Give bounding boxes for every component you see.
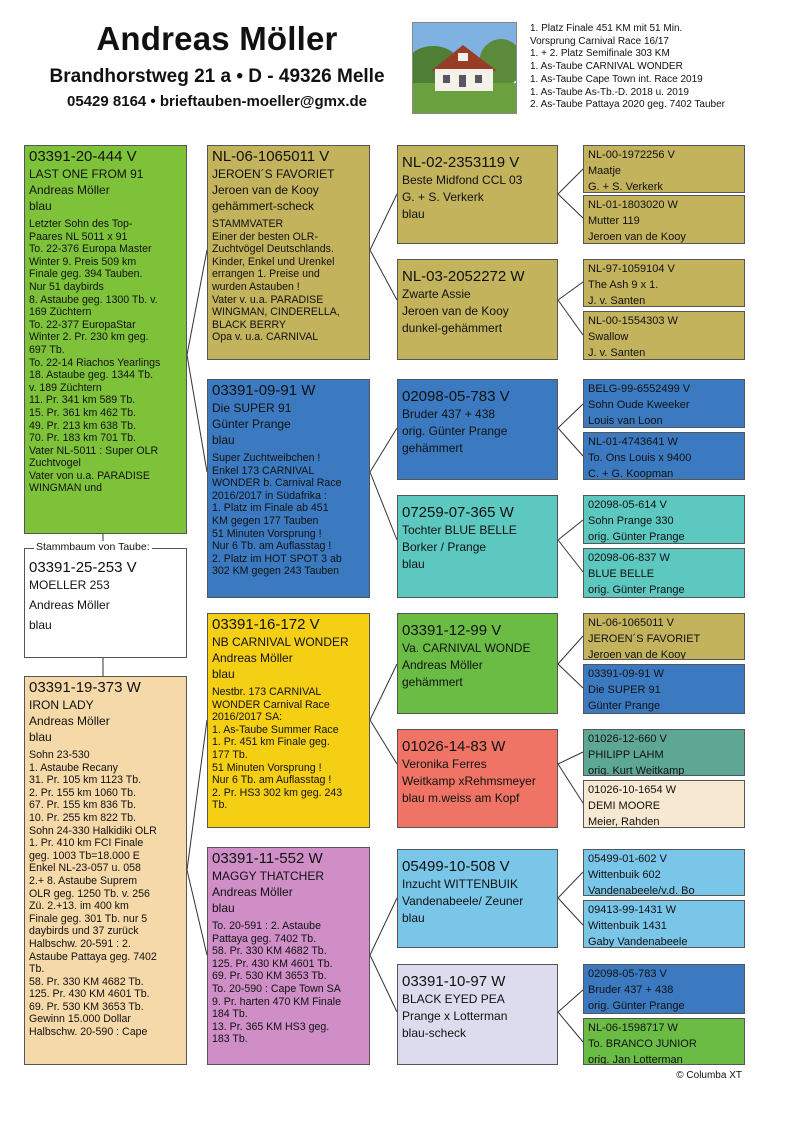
- ancestor-card[interactable]: [583, 964, 745, 1014]
- ring-number: NL-06-1598717 W: [588, 1022, 678, 1034]
- great-grandparent-card[interactable]: [397, 145, 558, 244]
- pigeon-name: Wittenbuik 602: [588, 869, 661, 881]
- breeder: Jeroen van de Kooy: [588, 649, 686, 660]
- pigeon-name: Bruder 437 + 438: [588, 984, 674, 996]
- pigeon-name: Sohn Oude Kweeker: [588, 399, 690, 411]
- ring-number: BELG-99-6552499 V: [588, 383, 691, 395]
- breeder-name: Andreas Möller: [96, 20, 338, 57]
- color: blau: [29, 199, 52, 213]
- pigeon-name: LAST ONE FROM 91: [29, 167, 144, 181]
- color: gehämmert: [402, 675, 463, 689]
- pigeon-name: IRON LADY: [29, 698, 94, 712]
- ring-number: 03391-10-97 W: [402, 973, 506, 990]
- pigeon-name: MAGGY THATCHER: [212, 869, 325, 883]
- ring-number: NL-97-1059104 V: [588, 263, 675, 275]
- breeder: Gaby Vandenabeele: [588, 936, 688, 948]
- achievement-line: 1. + 2. Platz Semifinale 303 KM: [530, 48, 670, 60]
- great-grandparent-card[interactable]: [397, 259, 558, 360]
- breeder-address: Brandhorstweg 21 a • D - 49326 Melle: [49, 66, 385, 87]
- ring-number: NL-03-2052272 W: [402, 268, 525, 285]
- grandparent-card[interactable]: [207, 379, 370, 598]
- great-grandparent-card[interactable]: [397, 849, 558, 948]
- breeder: Andreas Möller: [29, 598, 110, 612]
- pigeon-name: JEROEN´S FAVORIET: [588, 633, 701, 645]
- ring-number: 02098-05-783 V: [402, 388, 510, 405]
- ring-number: 03391-19-373 W: [29, 679, 141, 696]
- color: blau: [29, 618, 52, 632]
- pigeon-name: To. Ons Louis x 9400: [588, 452, 692, 464]
- pigeon-name: Die SUPER 91: [588, 684, 661, 696]
- ring-number: NL-01-1803020 W: [588, 199, 678, 211]
- pigeon-name: MOELLER 253: [29, 578, 110, 592]
- color: blau m.weiss am Kopf: [402, 791, 520, 805]
- grandparent-card[interactable]: [207, 613, 370, 828]
- breeder: orig. Günter Prange: [588, 584, 685, 596]
- great-grandparent-card[interactable]: [397, 379, 558, 480]
- grandparent-card[interactable]: [207, 847, 370, 1065]
- breeder: Prange x Lotterman: [402, 1009, 508, 1023]
- pigeon-name: BLUE BELLE: [588, 568, 655, 580]
- ancestor-card[interactable]: [583, 432, 745, 480]
- breeder: Andreas Möller: [29, 714, 110, 728]
- ring-number: NL-02-2353119 V: [402, 154, 520, 171]
- color: blau: [212, 667, 235, 681]
- ring-number: 02098-06-837 W: [588, 552, 670, 564]
- breeder: C. + G. Koopman: [588, 468, 674, 480]
- breeder: Vandenabeele/ Zeuner: [402, 894, 524, 908]
- ancestor-card[interactable]: [583, 900, 745, 948]
- pigeon-name: Die SUPER 91: [212, 401, 292, 415]
- color: blau: [29, 730, 52, 744]
- ring-number: 03391-12-99 V: [402, 622, 502, 639]
- ancestor-card[interactable]: [583, 379, 745, 428]
- ring-number: 09413-99-1431 W: [588, 904, 677, 916]
- color: dunkel-gehämmert: [402, 321, 503, 335]
- ring-number: 03391-25-253 V: [29, 559, 137, 576]
- breeder: J. v. Santen: [588, 295, 646, 307]
- breeder: orig. Günter Prange: [588, 1000, 685, 1012]
- ring-number: 03391-09-91 W: [212, 382, 316, 399]
- breeder-contact: 05429 8164 • brieftauben-moeller@gmx.de: [67, 93, 367, 110]
- breeder: Andreas Möller: [402, 658, 483, 672]
- achievement-line: 1. As-Taube Cape Town int. Race 2019: [530, 73, 703, 85]
- breeder: orig. Günter Prange: [588, 531, 685, 543]
- color: blau: [402, 557, 425, 571]
- performance-notes: Sohn 23-530 1. Astaube Recany 31. Pr. 105 km 1123 Tb. 2. Pr. 155 km 1060 Tb. 67. Pr. 155 km 836 Tb. 10. Pr. 255 km 822 Tb. Sohn 24-330 Halkidiki OLR 1. Pr. 410 km FCI Finale geg. 1003 Tb=18.000 E Enkel NL-23-057 u. 058 2.+ 8. Astaube Suprem OLR geg. 1250 Tb. v. 256 Zü. 2.+13. im 400 km Finale geg. 301 Tb. nur 5 daybirds und 37 zurück Halbschw. 20-591 : 2. Astaube Pattaya geg. 7402 Tb. 58. Pr. 330 KM 4682 Tb. 125. Pr. 430 KM 4601 Tb. 69. Pr. 530 KM 3653 Tb. Gewinn 15.000 Dollar Halbschw. 20-590 : Cape: [29, 749, 157, 1039]
- pigeon-name: Maatje: [588, 165, 622, 177]
- pigeon-name: Wittenbuik 1431: [588, 920, 667, 932]
- ring-number: NL-00-1972256 V: [588, 149, 675, 161]
- ring-number: 01026-10-1654 W: [588, 784, 677, 796]
- breeder: Vandenabeele/v.d. Bo: [588, 885, 695, 896]
- pigeon-name: NB CARNIVAL WONDER: [212, 635, 349, 649]
- sire-card[interactable]: [24, 145, 187, 534]
- pigeon-name: Mutter 119: [588, 215, 640, 227]
- ancestor-card[interactable]: [583, 1018, 745, 1065]
- pigeon-name: Beste Midfond CCL 03: [402, 173, 523, 187]
- breeder: Jeroen van de Kooy: [402, 304, 509, 318]
- performance-notes: STAMMVATER Einer der besten OLR- Zuchtvögel Deutschlands. Kinder, Enkel und Urenkel errangen 1. Preise und wurden Astauben ! Vater v. u.a. PARADISE WINGMAN, CINDERELLA, BLACK BERRY Opa v. u.a. CARNIVAL: [212, 218, 340, 344]
- breeder: orig. Günter Prange: [402, 424, 508, 438]
- breeder: Günter Prange: [588, 700, 661, 712]
- pigeon-name: Tochter BLUE BELLE: [402, 523, 517, 537]
- breeder: Andreas Möller: [212, 651, 293, 665]
- ancestor-card[interactable]: [583, 195, 745, 244]
- ancestor-card[interactable]: [583, 548, 745, 598]
- ring-number: 03391-09-91 W: [588, 668, 664, 680]
- color: gehämmert-scheck: [212, 199, 315, 213]
- ring-number: NL-06-1065011 V: [588, 617, 675, 629]
- breeder: Jeroen van de Kooy: [212, 183, 319, 197]
- breeder: J. v. Santen: [588, 347, 646, 359]
- performance-notes: Super Zuchtweibchen ! Enkel 173 CARNIVAL WONDER b. Carnival Race 2016/2017 in Südafrika : 1. Platz im Finale ab 451 KM gegen 177 Tauben 51 Minuten Vorsprung ! Nur 6 Tb. am Auflasstag ! 2. Platz im HOT SPOT 3 ab 302 KM gegen 243 Tauben: [212, 452, 342, 578]
- breeder: Jeroen van de Kooy: [588, 231, 686, 243]
- breeder: Borker / Prange: [402, 540, 487, 554]
- copyright-notice: © Columba XT: [676, 1070, 742, 1081]
- great-grandparent-card[interactable]: [397, 495, 558, 598]
- breeder: Louis van Loon: [588, 415, 663, 427]
- pigeon-name: Veronika Ferres: [402, 757, 487, 771]
- ring-number: NL-01-4743641 W: [588, 436, 678, 448]
- color: gehämmert: [402, 441, 463, 455]
- ring-number: 03391-16-172 V: [212, 616, 320, 633]
- achievement-line: 1. As-Taube CARNIVAL WONDER: [530, 61, 683, 73]
- breeder: Andreas Möller: [29, 183, 110, 197]
- breeder: orig. Kurt Weitkamp: [588, 765, 685, 776]
- great-grandparent-card[interactable]: [397, 964, 558, 1065]
- pigeon-name: BLACK EYED PEA: [402, 992, 505, 1006]
- ancestor-card[interactable]: [583, 664, 745, 714]
- achievement-line: 2. As-Taube Pattaya 2020 geg. 7402 Tauber: [530, 99, 725, 111]
- breeder: Andreas Möller: [212, 885, 293, 899]
- performance-notes: Letzter Sohn des Top- Paares NL 5011 x 91 To. 22-376 Europa Master Winter 9. Preis 509 km Finale geg. 394 Tauben. Nur 51 daybirds 8. Astaube geg. 1300 Tb. v. 169 Züchtern To. 22-377 EuropaStar Winter 2. Pr. 230 km geg. 697 Tb. To. 22-14 Riachos Yearlings 18. Astaube geg. 1344 Tb. v. 189 Züchtern 11. Pr. 341 km 589 Tb. 15. Pr. 361 km 462 Tb. 49. Pr. 213 km 638 Tb. 70. Pr. 183 km 701 Tb. Vater NL-5011 : Super OLR Zuchtvogel Vater von u.a. PARADISE WINGMAN und: [29, 218, 161, 495]
- ring-number: 07259-07-365 W: [402, 504, 514, 521]
- ancestor-card[interactable]: [583, 495, 745, 544]
- ring-number: 01026-12-660 V: [588, 733, 667, 745]
- pigeon-name: Va. CARNIVAL WONDE: [402, 641, 531, 655]
- pigeon-name: DEMI MOORE: [588, 800, 661, 812]
- performance-notes: To. 20-591 : 2. Astaube Pattaya geg. 7402 Tb. 58. Pr. 330 KM 4682 Tb. 125. Pr. 430 KM 4601 Tb. 69. Pr. 530 KM 3653 Tb. To. 20-590 : Cape Town SA 9. Pr. harten 470 KM Finale 184 Tb. 13. Pr. 365 KM HS3 geg. 183 Tb.: [212, 920, 341, 1046]
- color: blau: [402, 207, 425, 221]
- ancestor-card[interactable]: [583, 613, 745, 660]
- breeder: orig. Jan Lotterman: [588, 1054, 683, 1065]
- breeder: G. + S. Verkerk: [402, 190, 484, 204]
- pigeon-name: Zwarte Assie: [402, 287, 471, 301]
- grandparent-card[interactable]: [207, 145, 370, 360]
- ring-number: 02098-05-614 V: [588, 499, 667, 511]
- pigeon-name: PHILIPP LAHM: [588, 749, 664, 761]
- pigeon-name: Bruder 437 + 438: [402, 407, 496, 421]
- pigeon-name: The Ash 9 x 1.: [588, 279, 659, 291]
- ring-number: 03391-20-444 V: [29, 148, 137, 165]
- breeder: Meier, Rahden: [588, 816, 660, 828]
- pigeon-name: Inzucht WITTENBUIK: [402, 877, 519, 891]
- breeder: Günter Prange: [212, 417, 291, 431]
- ring-number: 03391-11-552 W: [212, 850, 323, 867]
- pigeon-name: Swallow: [588, 331, 629, 343]
- ring-number: NL-06-1065011 V: [212, 148, 330, 165]
- ancestor-card[interactable]: [583, 729, 745, 776]
- great-grandparent-card[interactable]: [397, 729, 558, 828]
- ancestor-card[interactable]: [583, 311, 745, 360]
- ancestor-card[interactable]: [583, 145, 745, 193]
- pigeon-name: Sohn Prange 330: [588, 515, 674, 527]
- ring-number: 05499-10-508 V: [402, 858, 510, 875]
- achievement-line: Vorsprung Carnival Race 16/17: [530, 35, 669, 47]
- breeder: Weitkamp xRehmsmeyer: [402, 774, 536, 788]
- pigeon-name: To. BRANCO JUNIOR: [588, 1038, 697, 1050]
- ring-number: 05499-01-602 V: [588, 853, 667, 865]
- ancestor-card[interactable]: [583, 780, 745, 828]
- pigeon-name: JEROEN´S FAVORIET: [212, 167, 335, 181]
- ring-number: 01026-14-83 W: [402, 738, 506, 755]
- breeder: G. + S. Verkerk: [588, 181, 663, 193]
- subject-card[interactable]: [24, 548, 187, 658]
- ancestor-card[interactable]: [583, 259, 745, 307]
- performance-notes: Nestbr. 173 CARNIVAL WONDER Carnival Race 2016/2017 SA: 1. As-Taube Summer Race 1. Pr. 451 km Finale geg. 177 Tb. 51 Minuten Vorsprung ! Nur 6 Tb. am Auflasstag ! 2. Pr. HS3 302 km geg. 243 Tb.: [212, 686, 343, 812]
- pedigree-title: Stammbaum von Taube:: [36, 541, 150, 553]
- ancestor-card[interactable]: [583, 849, 745, 896]
- color: blau: [212, 901, 235, 915]
- achievement-line: 1. As-Taube As-Tb.-D. 2018 u. 2019: [530, 86, 689, 98]
- ring-number: 02098-05-783 V: [588, 968, 667, 980]
- color: blau-scheck: [402, 1026, 467, 1040]
- achievement-line: 1. Platz Finale 451 KM mit 51 Min.: [530, 23, 683, 34]
- ring-number: NL-00-1554303 W: [588, 315, 678, 327]
- color: blau: [212, 433, 235, 447]
- color: blau: [402, 911, 425, 925]
- great-grandparent-card[interactable]: [397, 613, 558, 714]
- dam-card[interactable]: [24, 676, 187, 1065]
